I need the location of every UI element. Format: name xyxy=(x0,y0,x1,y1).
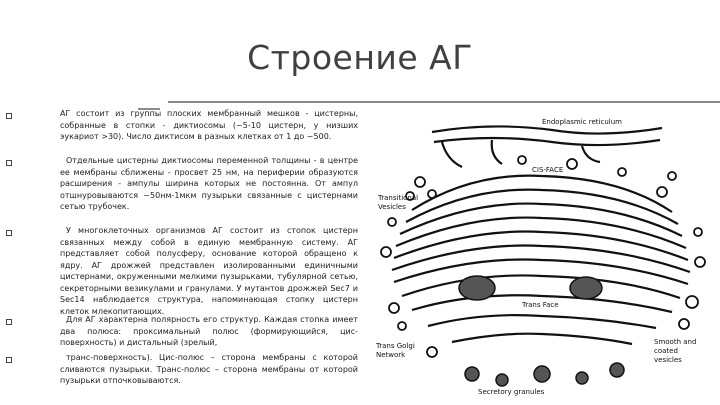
square-bullet-icon xyxy=(6,357,12,363)
label-coated-vesicles: vesicles xyxy=(654,356,682,364)
square-bullet-icon xyxy=(6,319,12,325)
cisterna xyxy=(394,259,688,284)
cisterna xyxy=(392,246,690,273)
bullet-text: Для АГ характерна полярность его структур. Каждая стопка имеет два полюса: проксимальный полюс (формирующийся, цис-поверхность) и дистальный (зрелый, xyxy=(60,315,358,347)
bullet-text: Отдельные цистерны диктиосомы переменной толщины - в центре ее мембраны сближены - просвет 25 нм, на периферии образуются расширения - ампулы ширина которых не постоянна. От ампул отшнуровываются ~50нм-1мкм пузырьки связанные с цистернами сетью трубочек. xyxy=(60,156,358,211)
label-secretory-granules: Secretory granules xyxy=(478,388,545,396)
title-rule xyxy=(168,101,720,103)
vesicles xyxy=(381,156,705,357)
label-trans-golgi: Trans Golgi xyxy=(376,342,415,350)
square-bullet-icon xyxy=(6,160,12,166)
cisterna xyxy=(412,176,672,212)
label-trans-face: Trans Face xyxy=(522,301,559,309)
er-membrane xyxy=(434,138,660,145)
cisterna xyxy=(428,315,656,328)
label-smooth: Smooth and xyxy=(654,338,697,346)
cisterna xyxy=(452,334,632,344)
bullet-text: транс-поверхность). Цис-полюс – сторона мембраны с которой сливаются пузырьки. Транс-полюс – сторона мембраны от которой пузырьки отпочковываются. xyxy=(60,353,358,385)
label-vesicles: Vesicles xyxy=(378,203,406,211)
cisterna xyxy=(402,275,680,298)
secretory-granules xyxy=(459,276,624,386)
golgi-membranes xyxy=(392,126,690,344)
square-bullet-icon xyxy=(6,230,12,236)
label-coated: coated xyxy=(654,347,678,355)
er-membrane xyxy=(432,126,662,133)
label-transitional: Transitional xyxy=(378,194,419,202)
label-network: Network xyxy=(376,351,406,359)
slide-title: Строение АГ xyxy=(247,38,473,77)
golgi-diagram xyxy=(372,112,708,400)
golgi-diagram-svg xyxy=(372,112,708,400)
bullet-text: АГ состоит из группы плоских мембранный мешков - цистерны, собранные в стопки - диктиосомы (~5-10 цистерн, у низших эукариот >30). Число диктисом в разных клетках от 1 до ~500. xyxy=(60,109,358,141)
bullet-text: У многоклеточных организмов АГ состоит из стопок цистерн связанных между собой в единую мембранную систему. АГ представляет собой полусферу, основание которой обращено к ядру. АГ дрожжей представлен изолированными единичными цистернами, окруженными мелкими пузырьками, тубулярной сетью, секреторными везикулами и гранулами. У мутантов дрожжей Sec7 и Sec14 наблюдается структура, напоминающая стопку цистерн клеток млекопитающих. xyxy=(60,226,358,316)
label-cis-face: CIS-FACE xyxy=(532,166,564,174)
square-bullet-icon xyxy=(6,113,12,119)
label-er: Endoplasmic reticulum xyxy=(542,118,622,126)
